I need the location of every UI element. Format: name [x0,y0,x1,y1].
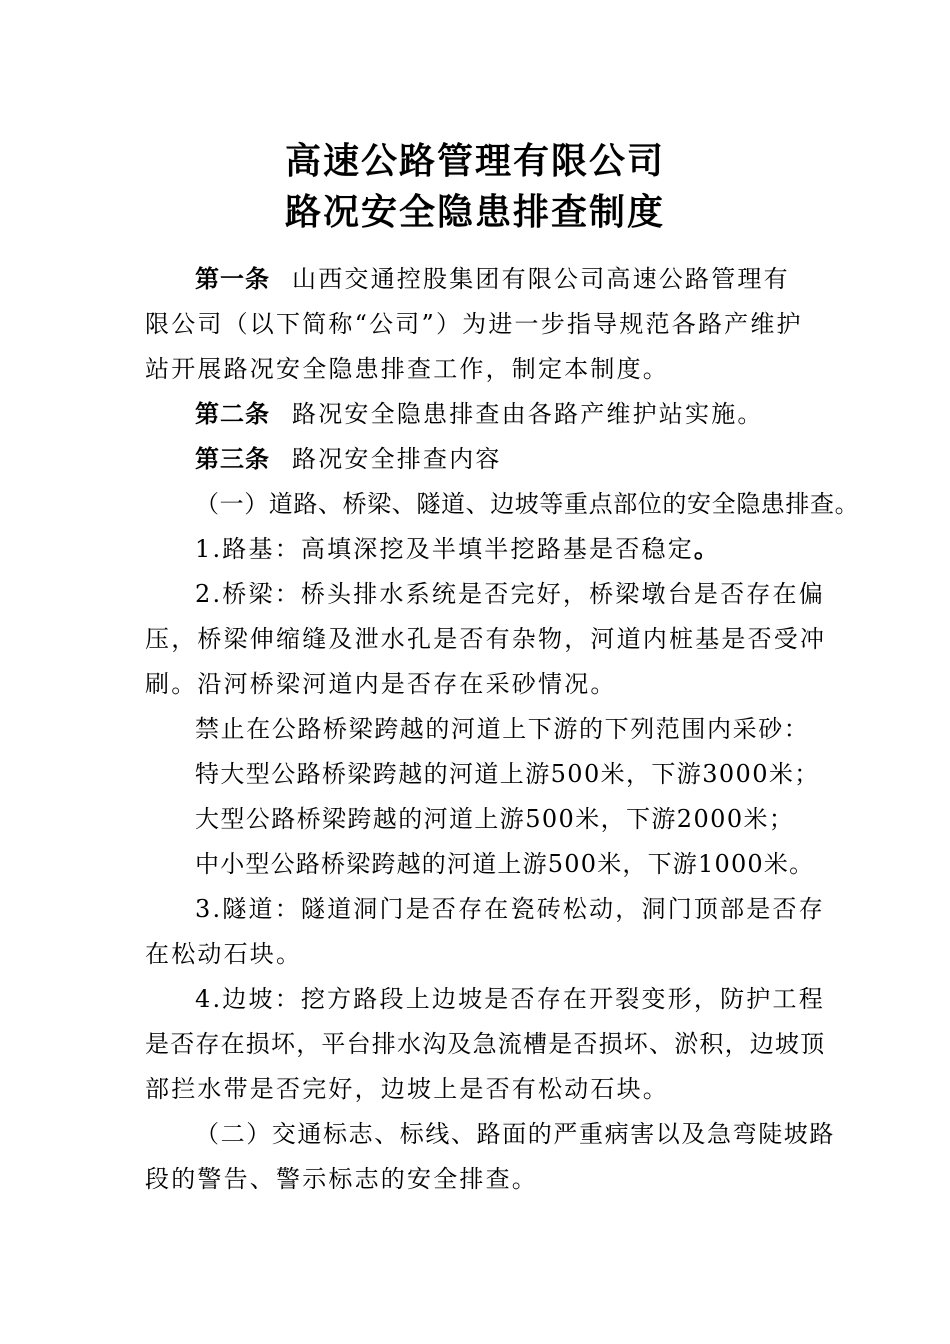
document-title-line1: 高速公路管理有限公司 [284,141,665,182]
bridge-line1: 2.桥梁：桥头排水系统是否完好，桥梁墩台是否存在偏 [195,580,825,608]
article-1-line2: 限公司（以下简称“公司”）为进一步指导规范各路产维护 [145,310,803,338]
subgrade-item [195,534,720,564]
bridge-line2: 压，桥梁伸缩缝及泄水孔是否有杂物，河道内桩基是否受冲 [145,625,827,653]
sand-ban-extra-large: 特大型公路桥梁跨越的河道上游500米，下游3000米； [195,760,820,788]
article-1-label: 第一条 [195,265,270,293]
article-3-label: 第三条 [195,445,270,473]
subgrade-end: 。 [693,534,721,563]
sand-ban-small-medium: 中小型公路桥梁跨越的河道上游500米，下游1000米。 [195,850,815,878]
slope-line2: 是否存在损坏，平台排水沟及急流槽是否损坏、淤积，边坡顶 [145,1030,826,1058]
bridge-line3: 刷。沿河桥梁河道内是否存在采砂情况。 [145,670,617,698]
article-2-label: 第二条 [195,400,270,428]
article-2-line [195,399,764,429]
slope-line3: 部拦水带是否完好，边坡上是否有松动石块。 [145,1075,669,1103]
document-title-line2: 路况安全隐患排查制度 [284,192,665,233]
article-1-line3: 站开展路况安全隐患排查工作，制定本制度。 [145,355,669,383]
article-3-line [195,444,502,474]
subgrade-text: 1.路基：高填深挖及半填半挖路基是否稳定 [195,535,694,563]
article-3-text: 路况安全排查内容 [292,445,502,473]
section-2-line2: 段的警告、警示标志的安全排查。 [145,1165,538,1193]
slope-line1: 4.边坡：挖方路段上边坡是否存在开裂变形，防护工程 [195,985,825,1013]
tunnel-line1: 3.隧道：隧道洞门是否存在瓷砖松动，洞门顶部是否存 [195,895,825,923]
section-2-line1: （二）交通标志、标线、路面的严重病害以及急弯陡坡路 [195,1120,835,1148]
sand-ban-intro: 禁止在公路桥梁跨越的河道上下游的下列范围内采砂： [195,715,810,743]
article-1-line1 [195,264,790,294]
tunnel-line2: 在松动石块。 [145,940,303,968]
section-1-heading: （一）道路、桥梁、隧道、边坡等重点部位的安全隐患排查。 [195,490,860,518]
sand-ban-large: 大型公路桥梁跨越的河道上游500米，下游2000米； [195,805,795,833]
article-2-text: 路况安全隐患排查由各路产维护站实施。 [292,400,764,428]
article-1-text: 山西交通控股集团有限公司高速公路管理有 [292,265,790,293]
